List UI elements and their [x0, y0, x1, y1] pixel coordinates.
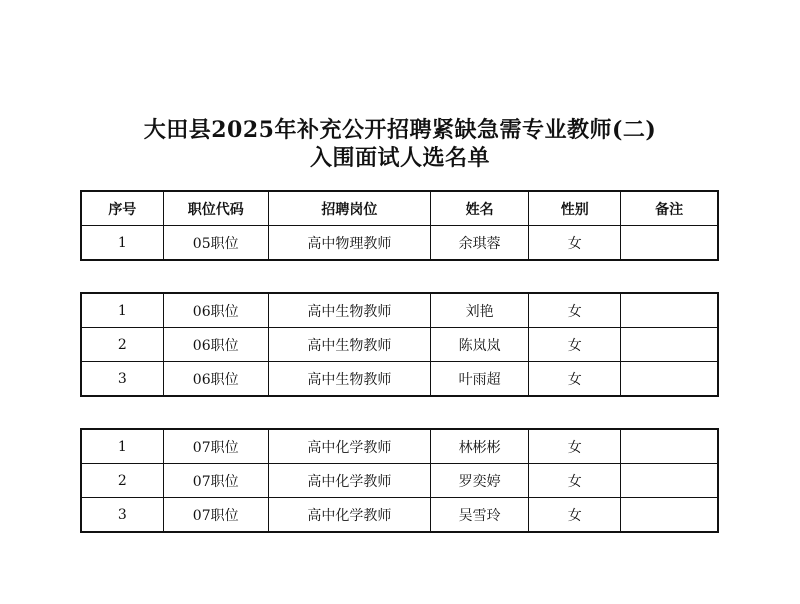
table-group-06 [80, 292, 719, 397]
cell-position-code: 07职位 [163, 498, 268, 533]
cell-job: 高中物理教师 [268, 226, 430, 261]
header-gender: 性别 [529, 191, 621, 226]
cell-remark [621, 328, 718, 362]
table-group-05 [80, 190, 719, 261]
table-row [81, 293, 718, 328]
header-remark: 备注 [621, 191, 718, 226]
cell-seq: 2 [81, 464, 163, 498]
cell-position-code: 06职位 [163, 293, 268, 328]
cell-name: 罗奕婷 [431, 464, 529, 498]
cell-seq: 3 [81, 498, 163, 533]
header-job: 招聘岗位 [268, 191, 430, 226]
cell-gender: 女 [529, 293, 621, 328]
cell-position-code: 07职位 [163, 464, 268, 498]
table-row [81, 429, 718, 464]
table-row [81, 362, 718, 397]
cell-job: 高中化学教师 [268, 498, 430, 533]
header-seq: 序号 [81, 191, 163, 226]
cell-job: 高中生物教师 [268, 328, 430, 362]
table-group-07 [80, 428, 719, 533]
cell-remark [621, 226, 718, 261]
cell-name: 余琪蓉 [431, 226, 529, 261]
cell-name: 吴雪玲 [431, 498, 529, 533]
cell-remark [621, 464, 718, 498]
cell-job: 高中化学教师 [268, 429, 430, 464]
cell-position-code: 07职位 [163, 429, 268, 464]
cell-name: 叶雨超 [431, 362, 529, 397]
cell-remark [621, 362, 718, 397]
cell-gender: 女 [529, 362, 621, 397]
cell-position-code: 06职位 [163, 328, 268, 362]
cell-gender: 女 [529, 328, 621, 362]
cell-position-code: 06职位 [163, 362, 268, 397]
cell-job: 高中生物教师 [268, 362, 430, 397]
cell-name: 林彬彬 [431, 429, 529, 464]
cell-position-code: 05职位 [163, 226, 268, 261]
cell-seq: 1 [81, 429, 163, 464]
header-name: 姓名 [431, 191, 529, 226]
cell-seq: 2 [81, 328, 163, 362]
table-row [81, 464, 718, 498]
table-row [81, 328, 718, 362]
cell-name: 陈岚岚 [431, 328, 529, 362]
document-subtitle: 入围面试人选名单 [309, 145, 490, 171]
cell-job: 高中生物教师 [268, 293, 430, 328]
cell-gender: 女 [529, 226, 621, 261]
cell-seq: 1 [81, 293, 163, 328]
cell-gender: 女 [529, 429, 621, 464]
cell-remark [621, 498, 718, 533]
cell-remark [621, 429, 718, 464]
table-row [81, 226, 718, 261]
table-header-row [81, 191, 718, 226]
document-title: 大田县2025年补充公开招聘紧缺急需专业教师(二) [143, 117, 657, 143]
cell-remark [621, 293, 718, 328]
cell-seq: 3 [81, 362, 163, 397]
cell-gender: 女 [529, 498, 621, 533]
header-position-code: 职位代码 [163, 191, 268, 226]
cell-seq: 1 [81, 226, 163, 261]
cell-name: 刘艳 [431, 293, 529, 328]
table-row [81, 498, 718, 533]
cell-job: 高中化学教师 [268, 464, 430, 498]
cell-gender: 女 [529, 464, 621, 498]
